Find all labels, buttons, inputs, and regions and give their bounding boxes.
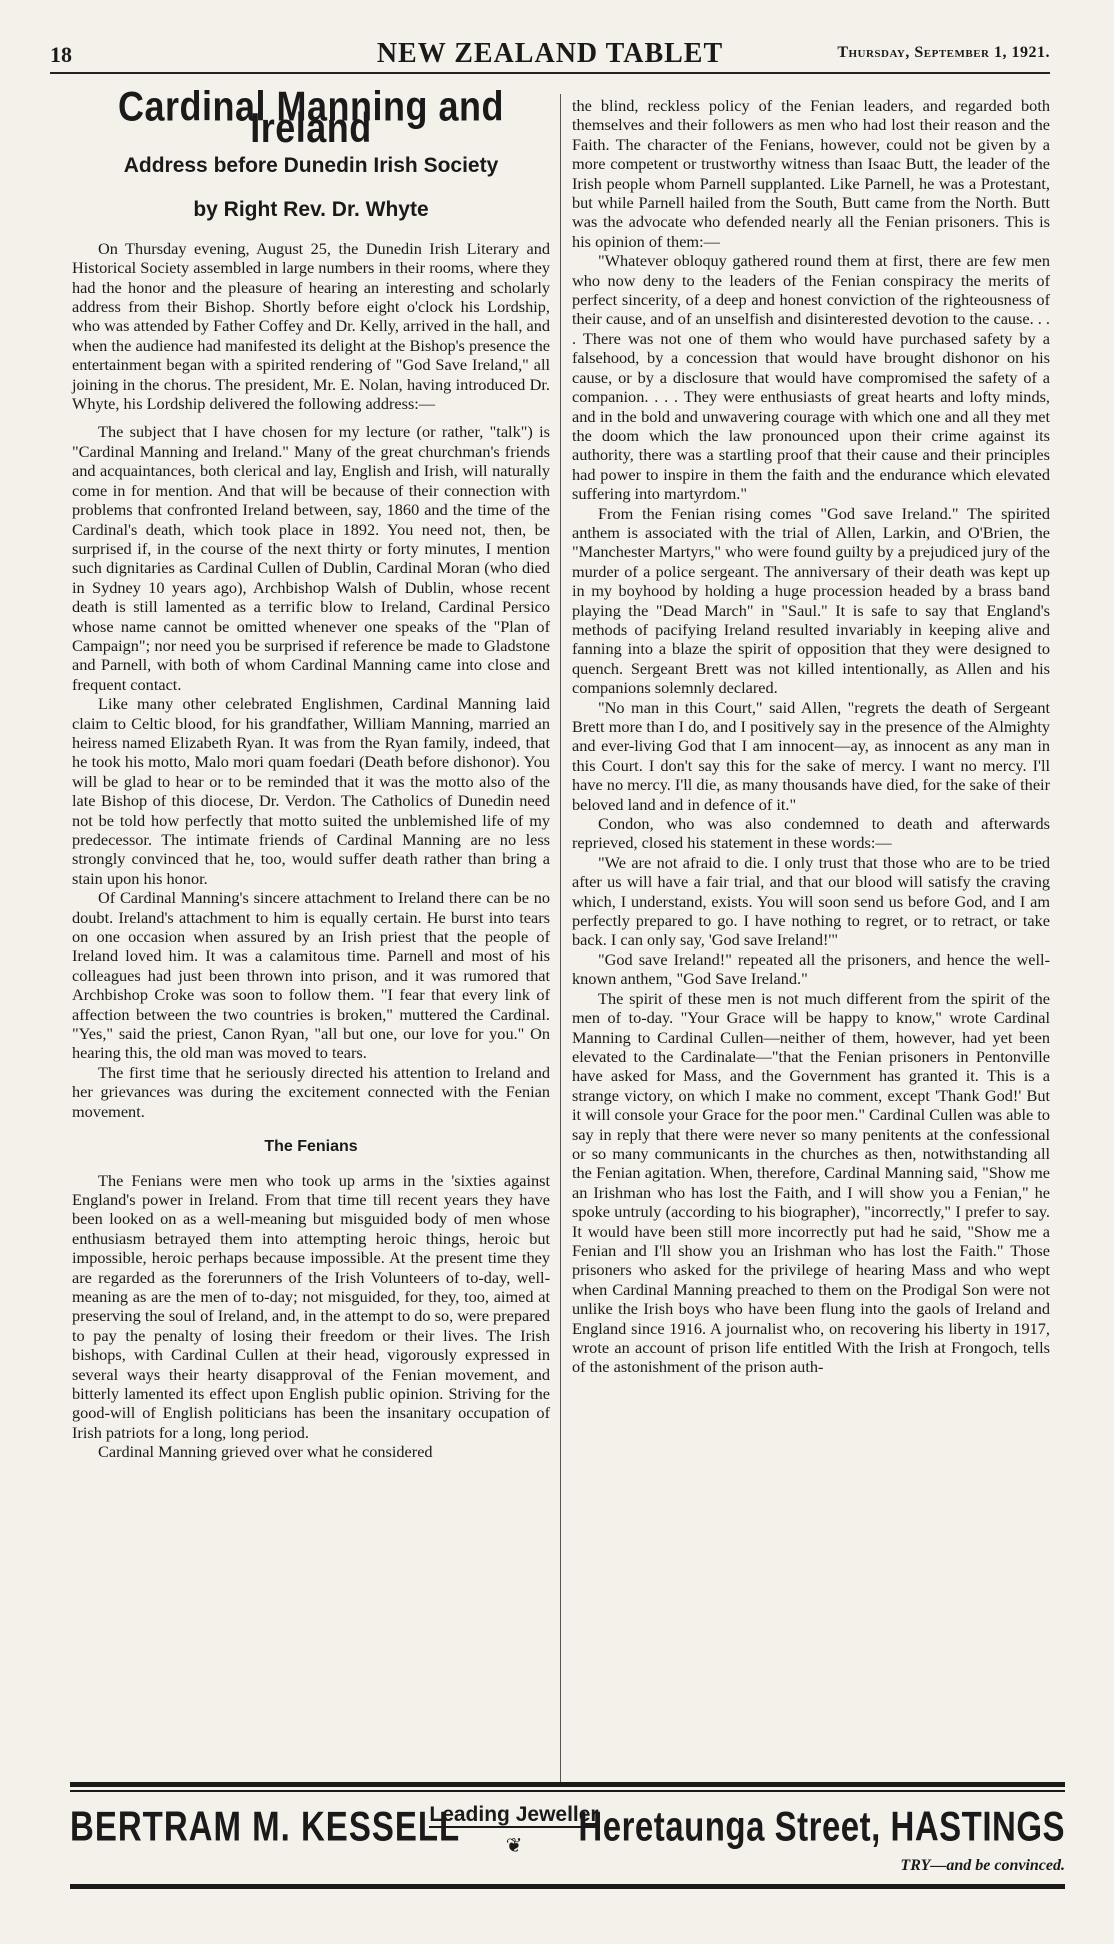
paragraph: On Thursday evening, August 25, the Dunedin Irish Literary and Historical Society assembled in large numbers in their rooms, where they had the honor and the pleasure of hearing an interesting and scholarly address from their Bishop. Shortly before eight o'clock his Lordship, who was attended by Father Coffey and Dr. Kelly, arrived in the hall, and when the audience had manifested its delight at the Bishop's presence the entertainment began with a spirited rendering of "God Save Ireland," all joining in the chorus. The president, Mr. E. Nolan, having introduced Dr. Whyte, his Lordship delivered the following address:— (72, 238, 550, 414)
ad-address: Heretaunga Street, HASTINGS (578, 1803, 1065, 1850)
page-header (50, 38, 1050, 74)
masthead: NEW ZEALAND TABLET (376, 38, 724, 69)
article-subtitle-2: by Right Rev. Dr. Whyte (193, 197, 429, 221)
section-heading: The Fenians (264, 1138, 358, 1156)
paragraph: The subject that I have chosen for my lecture (or rather, "talk") is "Cardinal Manning and Ireland." Many of the great churchman's friends and acquaintances, both clerical and lay, English and Irish, will naturally come in for mention. And that will be because of their connection with problems that confronted Ireland between, say, 1860 and the time of the Cardinal's death, which took place in 1892. You need not, then, be surprised if, in the course of the next thirty or forty minutes, I mention such dignitaries as Cardinal Cullen of Dublin, Cardinal Moran (who died in Sydney 10 years ago), Archbishop Walsh of Dublin, whose recent death is still lamented as a terrific blow to Ireland, Cardinal Persico whose name cannot be omitted whenever one speaks of the "Plan of Campaign"; nor need you be surprised if reference be made to Gladstone and Parnell, with both of whom Cardinal Manning came into close and frequent contact. (72, 422, 550, 694)
ad-border-top (70, 1782, 1065, 1787)
paragraph: the blind, reckless policy of the Fenian leaders, and regarded both themselves and their followers as men who had lost their reason and the Faith. The character of the Fenians, however, could not be given by a more competent or trustworthy witness than Isaac Butt, the leader of the Irish people whom Parnell supplanted. Like Parnell, he was a Protestant, but while Parnell hailed from the South, Butt came from the North. Butt was the advocate who defended nearly all the Fenian prisoners. This is his opinion of them:— (572, 96, 1050, 251)
ad-middle (424, 1803, 604, 1858)
paragraph: The first time that he seriously directed his attention to Ireland and her grievances was during the excitement connected with the Fenian movement. (72, 1062, 550, 1121)
article-subtitle-1: Address before Dunedin Irish Society (123, 153, 499, 177)
paragraph: Of Cardinal Manning's sincere attachment to Ireland there can be no doubt. Ireland's attachment to him is equally certain. He burst into tears on one occasion when assured by an Irish priest that the people of Ireland loved him. It was a calamitous time. Parnell and most of his colleagues had just been thrown into prison, and it was rumored that Archbishop Croke was soon to follow them. "I fear that every link of affection between the two countries is broken," muttered the Cardinal. "Yes," said the priest, Canon Ryan, "all but one, our love for you." On hearing this, the old man was moved to tears. (72, 888, 550, 1063)
left-column (72, 82, 550, 1462)
issue-date: Thursday, September 1, 1921. (837, 44, 1050, 61)
article-title: Cardinal Manning and Ireland (117, 82, 504, 152)
page-number: 18 (50, 42, 72, 67)
quote-paragraph: "We are not afraid to die. I only trust that those who are to be tried after us will have a fair trial, and that our blood will satisfy the craving which, I understand, exists. You will soon send us before God, and I am perfectly prepared to go. I have nothing to regret, or to retract, or take back. I can only say, 'God save Ireland!'" (572, 852, 1050, 950)
paragraph: The spirit of these men is not much different from the spirit of the men of to-day. "Your Grace will be happy to know," wrote Cardinal Manning to Cardinal Cullen—neither of them, however, had yet been elevated to the Cardinalate—"that the Fenian prisoners in Pentonville have asked for Mass, and the Government has granted it. This is a strange victory, on which I make no comment, except 'Thank God!' But it will console your Grace for the poor men." Cardinal Cullen was able to say in reply that there were never so many penitents at the confessional or so many communicants in the churches as then, notwithstanding all the Fenian agitation. When, therefore, Cardinal Manning said, "Show me an Irishman who has lost the Faith, and I will show you a Fenian," he spoke untruly (according to his biographer), "incorrectly," I prefer to say. It would have been still more incorrectly put had he said, "Show me a Fenian and I'll show you an Irishman who has lost the Faith." Those prisoners who asked for the privilege of hearing Mass and who wept when Cardinal Manning preached to them on the Prodigal Son were not unlike the Irish boys who have been flung into the gaols of Ireland and England since 1916. A journalist who, on recovering his liberty in 1917, wrote an account of prison life entitled With the Irish at Frongoch, tells of the astonishment of the prison auth- (572, 988, 1050, 1377)
ad-tagline-jeweller: Leading Jeweller (429, 1803, 599, 1826)
ad-border-bottom (70, 1884, 1065, 1889)
right-column (572, 96, 1050, 1377)
paragraph: "God save Ireland!" repeated all the prisoners, and hence the well-known anthem, "God Save Ireland." (572, 949, 1050, 989)
quote-paragraph: "No man in this Court," said Allen, "regrets the death of Sergeant Brett more than I do, and I positively say in the presence of the Almighty and ever-living God that I am innocent—ay, as innocent as any man in this Court. I don't say this for the sake of mercy. I want no mercy. I'll have no mercy. I'll die, as many thousands have died, for the sake of their beloved land and in defence of it." (572, 697, 1050, 814)
paragraph: Condon, who was also condemned to death and afterwards reprieved, closed his statement in these words:— (572, 814, 1050, 853)
paragraph: Cardinal Manning grieved over what he considered (98, 1442, 433, 1462)
ad-border-top-thin (70, 1790, 1065, 1792)
ornament-icon: ❦ (505, 1835, 523, 1857)
quote-paragraph: "Whatever obloquy gathered round them at first, there are few men who now deny to the leaders of the Fenian conspiracy the merits of perfect sincerity, of a deep and honest conviction of the righteousness of their cause, and of an unselfish and disinterested devotion to the cause. . . . There was not one of them who would have purchased safety by a falsehood, by a concession that would have brought dishonor on his cause, or by a disclosure that would have compromised the safety of a companion. . . . They were enthusiasts of great hearts and lofty minds, and in the bold and unwavering courage with which one and all they met the doom which the law pronounced upon their crime against its authority, there was a startling proof that their cause and their principles had power to inspire in them the faith and the endurance which elevated suffering into martyrdom." (572, 251, 1050, 504)
paragraph: The Fenians were men who took up arms in the 'sixties against England's power in Ireland. From that time till recent years they have been looked on as a well-meaning but misguided body of men whose enthusiasm betrayed them into attempting heroic things, heroic but impossible, heroic perhaps because impossible. At the present time they are regarded as the forerunners of the Irish Volunteers of to-day, well-meaning as are the men of to-day; not misguided, for they, too, aimed at preserving the soul of Ireland, and, in the attempt to do so, were prepared to pay the penalty of losing their freedom or their lives. The Irish bishops, with Cardinal Cullen at their head, vigorously expressed in several ways their hearty disapproval of the Fenian movement, and bitterly lamented its effect upon English public opinion. Striving for the good-will of English politicians has been the insanitary occupation of Irish patriots for a long, long period. (72, 1170, 550, 1442)
ad-slogan: TRY—and be convinced. (900, 1857, 1065, 1874)
paragraph: Like many other celebrated Englishmen, Cardinal Manning laid claim to Celtic blood, for his grandfather, William Manning, married an heiress named Elizabeth Ryan. It was from the Ryan family, indeed, that he took his motto, Malo mori quam foedari (Death before dishonor). You will be glad to hear or to be reminded that it was the motto also of the late Bishop of this diocese, Dr. Verdon. The Catholics of Dunedin need not be told how perfectly that motto suited the unblemished life of my predecessor. The intimate friends of Cardinal Manning are no less strongly convinced that he, too, would suffer death rather than bring a stain upon his honor. (72, 694, 550, 888)
advertisement-banner (70, 1795, 1065, 1875)
paragraph: From the Fenian rising comes "God save Ireland." The spirited anthem is associated with the trial of Allen, Larkin, and O'Brien, the "Manchester Martyrs," who were found guilty by a prejudiced jury of the murder of a police sergeant. The anniversary of their death was kept up in my boyhood by holding a huge procession headed by a brass band playing the "Dead March" in "Saul." It is safe to say that England's methods of pacifying Ireland resulted invariably in keeping alive and fanning into a blaze the spirit of opposition that they were designed to quench. Sergeant Brett was not killed intentionally, as Allen and his companions solemnly declared. (572, 503, 1050, 698)
ad-name: BERTRAM M. KESSELL (70, 1803, 461, 1850)
column-divider (560, 94, 561, 1784)
